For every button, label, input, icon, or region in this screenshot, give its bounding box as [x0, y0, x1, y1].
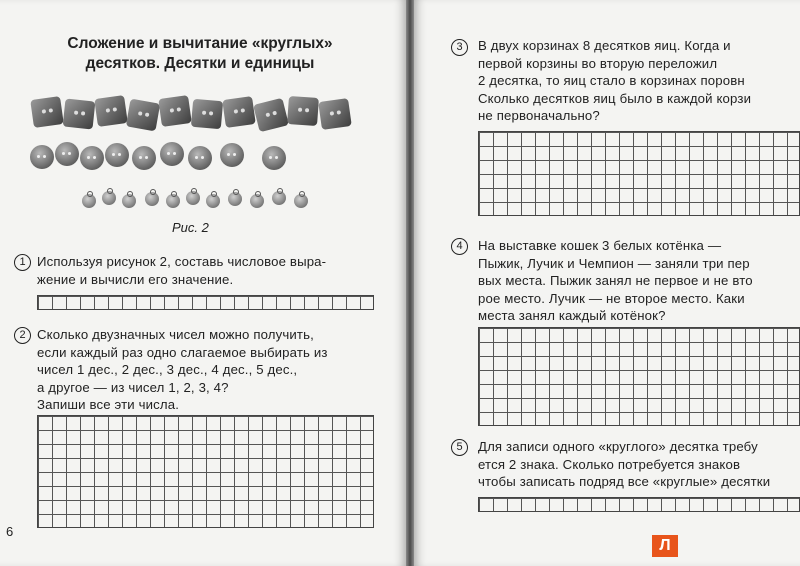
task-5-line: ется 2 знака. Сколько потребуется знаков: [478, 456, 741, 472]
task-2-text: [37, 326, 328, 414]
task-3-line: не первоначально?: [478, 108, 600, 123]
small-button: [250, 194, 264, 208]
round-button: [105, 143, 129, 167]
task-3-line: 2 десятка, то яиц стало в корзинах поровн: [478, 73, 745, 88]
task-1-answer-grid[interactable]: [37, 295, 374, 310]
task-4-line: На выставке кошек 3 белых котёнка —: [478, 238, 722, 253]
title-line-1: Сложение и вычитание «круглых»: [67, 35, 333, 52]
small-button: [102, 191, 116, 205]
task-3-line: Сколько десятков яиц было в каждой корзи: [478, 90, 752, 106]
task-3-line: В двух корзинах 8 десятков яиц. Когда и: [478, 38, 731, 53]
square-button: [318, 98, 352, 130]
right-page: [414, 0, 800, 566]
task-4-line: Пыжик, Лучик и Чемпион — заняли три пер: [478, 255, 750, 271]
small-button: [272, 191, 286, 205]
square-button: [126, 99, 160, 132]
task-1-number: 1: [14, 254, 31, 271]
task-5-text: [478, 438, 770, 491]
task-4-line: рое место. Лучик — не второе место. Каки: [478, 290, 745, 306]
small-button: [166, 194, 180, 208]
small-button: [294, 194, 308, 208]
square-button: [253, 98, 289, 132]
small-button: [122, 194, 136, 208]
square-button: [30, 96, 64, 128]
task-5-line: чтобы записать подряд все «круглые» десятки: [478, 474, 771, 489]
title-line-2: десятков. Десятки и единицы: [85, 55, 315, 72]
task-3-answer-grid[interactable]: [478, 131, 800, 216]
square-button: [191, 99, 223, 130]
task-2-line: Сколько двузначных чисел можно получить,: [37, 327, 314, 342]
task-3-text: [478, 37, 751, 125]
square-button: [287, 96, 319, 126]
task-1-line: жение и вычисли его значение.: [37, 271, 234, 287]
round-button: [160, 142, 184, 166]
square-button: [94, 95, 128, 127]
round-button: [55, 142, 79, 166]
round-button: [80, 146, 104, 170]
small-button: [82, 194, 96, 208]
task-2-line: а другое — из чисел 1, 2, 3, 4?: [37, 379, 229, 395]
page-number: 6: [6, 524, 14, 539]
round-button: [132, 146, 156, 170]
round-button: [30, 145, 54, 169]
task-2-line: Запиши все эти числа.: [37, 397, 180, 412]
task-4-answer-grid[interactable]: [478, 327, 800, 426]
task-5-number: 5: [451, 439, 468, 456]
task-4-line: места занял каждый котёнок?: [478, 308, 666, 323]
task-3-line: первой корзины во вторую переложил: [478, 55, 718, 71]
round-button: [220, 143, 244, 167]
round-button: [188, 146, 212, 170]
task-5-line: Для записи одного «круглого» десятка требу: [478, 439, 758, 454]
publisher-logo: Л: [652, 535, 678, 557]
small-button: [206, 194, 220, 208]
small-button: [228, 192, 242, 206]
small-button: [145, 192, 159, 206]
task-4-text: [478, 237, 753, 325]
square-button: [158, 95, 192, 127]
page-title: [20, 34, 380, 74]
square-button: [63, 99, 96, 130]
task-4-line: вых места. Пыжик занял не первое и не вто: [478, 273, 753, 288]
task-2-answer-grid[interactable]: [37, 415, 374, 528]
task-4-number: 4: [451, 238, 468, 255]
small-button: [186, 191, 200, 205]
book-gutter: [406, 0, 414, 566]
task-2-line: чисел 1 дес., 2 дес., 3 дес., 4 дес., 5 дес.,: [37, 362, 298, 377]
task-2-line: если каждый раз одно слагаемое выбирать из: [37, 344, 328, 360]
figure-caption: Рис. 2: [172, 220, 209, 235]
task-3-number: 3: [451, 39, 468, 56]
task-5-answer-grid[interactable]: [478, 497, 800, 512]
square-button: [222, 96, 256, 128]
task-1-text: [37, 253, 326, 288]
task-1-line: Используя рисунок 2, составь числовое выра-: [37, 254, 327, 269]
round-button: [262, 146, 286, 170]
task-2-number: 2: [14, 327, 31, 344]
